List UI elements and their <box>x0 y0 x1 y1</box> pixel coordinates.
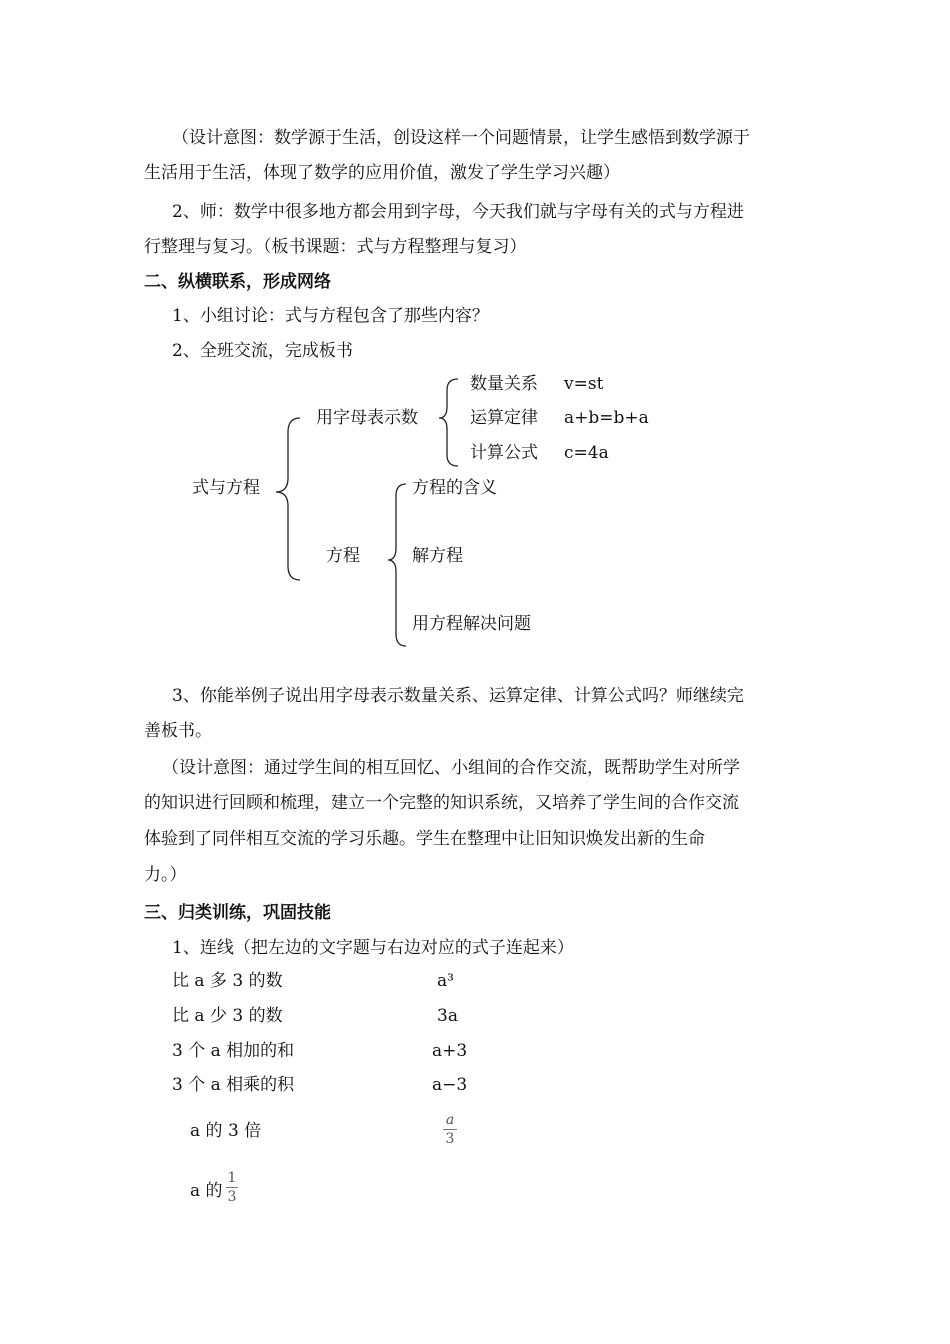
match-left-item: 3 个 a 相加的和 <box>172 1041 295 1061</box>
diagram-leaf-label: 数量关系 <box>470 374 538 394</box>
match-left-item: 3 个 a 相乘的积 <box>172 1075 295 1095</box>
teacher-line: 行整理与复习。（板书课题：式与方程整理与复习） <box>144 237 527 257</box>
fraction-one-third: 1 3 <box>227 1170 237 1205</box>
teacher-line: 2、师：数学中很多地方都会用到字母，今天我们就与字母有关的式与方程进 <box>172 202 744 222</box>
root-brace <box>276 418 300 580</box>
diagram-leaf-label: 方程的含义 <box>412 478 497 498</box>
diagram-leaf-example: v=st <box>564 374 604 394</box>
diagram-branch: 方程 <box>326 546 360 566</box>
branch2-brace <box>388 484 406 646</box>
branch1-brace <box>439 379 458 466</box>
list-item: 1、小组讨论：式与方程包含了那些内容？ <box>172 306 489 326</box>
diagram-leaf-example: a+b=b+a <box>564 408 649 428</box>
diagram-leaf-label: 计算公式 <box>470 443 538 463</box>
design-note-line: （设计意图：数学源于生活，创设这样一个问题情景，让学生感悟到数学源于 <box>172 128 750 148</box>
section-heading: 二、纵横联系，形成网络 <box>144 272 331 292</box>
design-note-line: 力。） <box>144 865 187 885</box>
design-note-line: 的知识进行回顾和梳理，建立一个完整的知识系统，又培养了学生间的合作交流 <box>144 793 739 813</box>
section-heading: 三、归类训练，巩固技能 <box>144 903 331 923</box>
match-right-item: a³ <box>437 971 454 991</box>
diagram-root: 式与方程 <box>192 478 260 498</box>
design-note-line: （设计意图：通过学生间的相互回忆、小组间的合作交流，既帮助学生对所学 <box>162 758 740 778</box>
design-note-line: 体验到了同伴相互交流的学习乐趣。学生在整理中让旧知识焕发出新的生命 <box>144 829 705 849</box>
match-right-item: a−3 <box>432 1075 468 1095</box>
list-item: 2、全班交流，完成板书 <box>172 341 353 361</box>
match-left-item: a 的 <box>190 1181 223 1201</box>
diagram-leaf-label: 用方程解决问题 <box>412 614 531 634</box>
match-left-item: a 的 3 倍 <box>190 1121 262 1141</box>
list-item: 1、连线（把左边的文字题与右边对应的式子连起来） <box>172 938 574 958</box>
diagram-leaf-label: 解方程 <box>412 546 463 566</box>
match-left-item: 比 a 多 3 的数 <box>172 971 283 991</box>
list-item: 善板书。 <box>144 721 212 741</box>
diagram-leaf-example: c=4a <box>564 443 609 463</box>
match-left-item: 比 a 少 3 的数 <box>172 1006 283 1026</box>
match-right-item: a+3 <box>432 1041 468 1061</box>
match-right-item: 3a <box>437 1006 458 1026</box>
diagram-leaf-label: 运算定律 <box>470 408 538 428</box>
diagram-branch: 用字母表示数 <box>316 408 418 428</box>
list-item: 3、你能举例子说出用字母表示数量关系、运算定律、计算公式吗？师继续完 <box>172 686 744 706</box>
fraction-a-over-3: a 3 <box>443 1112 457 1147</box>
design-note-line: 生活用于生活，体现了数学的应用价值，激发了学生学习兴趣） <box>144 163 620 183</box>
